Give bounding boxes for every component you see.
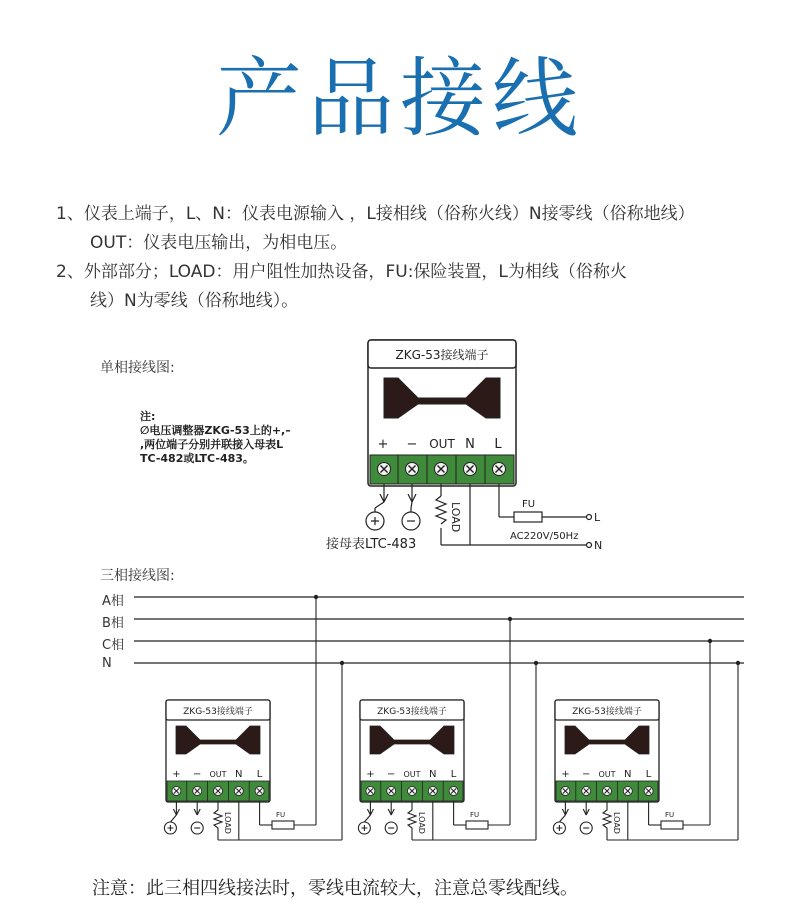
bus-label-c: C相 — [102, 638, 125, 653]
bus-lines — [134, 597, 744, 663]
bus-label-a: A相 — [102, 594, 124, 609]
load-resistor-icon — [214, 801, 222, 840]
fuse-label: FU — [276, 811, 286, 819]
terminal-label-l: L — [450, 769, 457, 780]
note-line-2: ∅电压调整器ZKG-53上的+,– — [140, 424, 291, 437]
terminal-label-minus: − — [582, 769, 591, 780]
terminal-label-plus: + — [377, 437, 389, 452]
screw-icon — [387, 787, 396, 796]
junction-dot — [534, 661, 538, 665]
terminal-label-out: OUT — [429, 437, 455, 451]
screw-icon — [582, 787, 591, 796]
screw-icon — [623, 787, 632, 796]
screw-icon — [193, 787, 202, 796]
module-title: ZKG-53接线端子 — [183, 707, 253, 717]
screw-icon — [255, 787, 264, 796]
bus-label-b: B相 — [102, 616, 124, 631]
fuse-icon — [272, 821, 294, 829]
module-title: ZKG-53接线端子 — [572, 707, 642, 717]
terminal-label-out: OUT — [209, 770, 227, 779]
single-phase-label: 单相接线图: — [100, 360, 175, 376]
three-phase-module — [553, 639, 740, 840]
junction-dot — [340, 661, 344, 665]
bottom-note: 注意：此三相四线接法时，零线电流较大，注意总零线配线。 — [92, 878, 578, 899]
fuse-label: FU — [522, 499, 536, 510]
junction-dot — [508, 617, 512, 621]
screw-icon — [172, 787, 181, 796]
note-line-1: 注: — [140, 410, 156, 423]
three-phase-label: 三相接线图: — [100, 568, 175, 584]
terminal-label-minus: − — [406, 437, 418, 452]
screw-icon — [603, 787, 612, 796]
screw-icon — [644, 787, 653, 796]
load-label: LOAD — [612, 812, 621, 834]
junction-dot — [314, 595, 318, 599]
screw-icon — [493, 463, 506, 476]
module-title: ZKG-53接线端子 — [395, 348, 489, 362]
three-phase-modules — [164, 595, 740, 840]
terminal-label-minus: − — [193, 769, 202, 780]
screw-icon — [435, 463, 448, 476]
note-line-3: ,两位端子分别并联接入母表L — [140, 438, 284, 451]
screw-icon — [561, 787, 570, 796]
screw-icon — [464, 463, 477, 476]
intro-item-2-line-1: 2、外部部分；LOAD：用户阻性加热设备，FU:保险装置，L为相线（俗称火 — [56, 262, 627, 282]
intro-item-1-line-1: 1、仪表上端子，L、N：仪表电源输入 ，L接相线（俗称火线）N接零线（俗称地线） — [56, 204, 695, 224]
terminal-label-l: L — [256, 769, 263, 780]
load-resistor-icon — [603, 801, 611, 840]
screw-icon — [406, 463, 419, 476]
load-label: LOAD — [417, 812, 426, 834]
fuse-icon — [466, 821, 488, 829]
load-label: LOAD — [449, 502, 462, 533]
terminal-label-n: N — [429, 769, 437, 780]
bus-label-n: N — [102, 656, 112, 671]
meter-label: 接母表LTC-483 — [326, 537, 417, 552]
terminal-label-n: N — [624, 769, 632, 780]
load-label: LOAD — [223, 812, 232, 834]
supply-label: AC220V/50Hz — [510, 531, 579, 542]
intro-item-2-line-2: 线）N为零线（俗称地线）。 — [90, 291, 299, 311]
screw-icon — [378, 463, 391, 476]
three-phase-module — [164, 595, 344, 840]
screw-icon — [214, 787, 223, 796]
terminal-label-n: N — [235, 769, 243, 780]
load-resistor-icon — [408, 801, 416, 840]
fuse-label: FU — [470, 811, 480, 819]
terminal-label-plus: + — [366, 769, 375, 780]
fuse-label: FU — [665, 811, 675, 819]
screw-icon — [428, 787, 437, 796]
terminal-label-l: L — [645, 769, 652, 780]
junction-dot — [736, 661, 740, 665]
line-l-label: L — [594, 511, 601, 524]
screw-icon — [366, 787, 375, 796]
line-n-label: N — [594, 539, 603, 552]
screw-icon — [408, 787, 417, 796]
page-title: 产品接线 — [216, 49, 584, 149]
terminal-label-l: L — [494, 437, 502, 452]
intro-item-1-line-2: OUT：仪表电压输出，为相电压。 — [90, 233, 348, 253]
fuse-icon — [661, 821, 683, 829]
terminal-label-plus: + — [172, 769, 181, 780]
note-line-4: TC-482或LTC-483。 — [140, 452, 254, 465]
single-phase-module — [368, 340, 516, 486]
terminal-label-out: OUT — [598, 770, 616, 779]
terminal-label-out: OUT — [403, 770, 421, 779]
junction-dot — [708, 639, 712, 643]
three-phase-module — [358, 617, 538, 840]
terminal-label-minus: − — [387, 769, 396, 780]
terminal-label-n: N — [465, 437, 475, 452]
terminal-label-plus: + — [561, 769, 570, 780]
screw-icon — [449, 787, 458, 796]
module-title: ZKG-53接线端子 — [377, 707, 447, 717]
screw-icon — [234, 787, 243, 796]
